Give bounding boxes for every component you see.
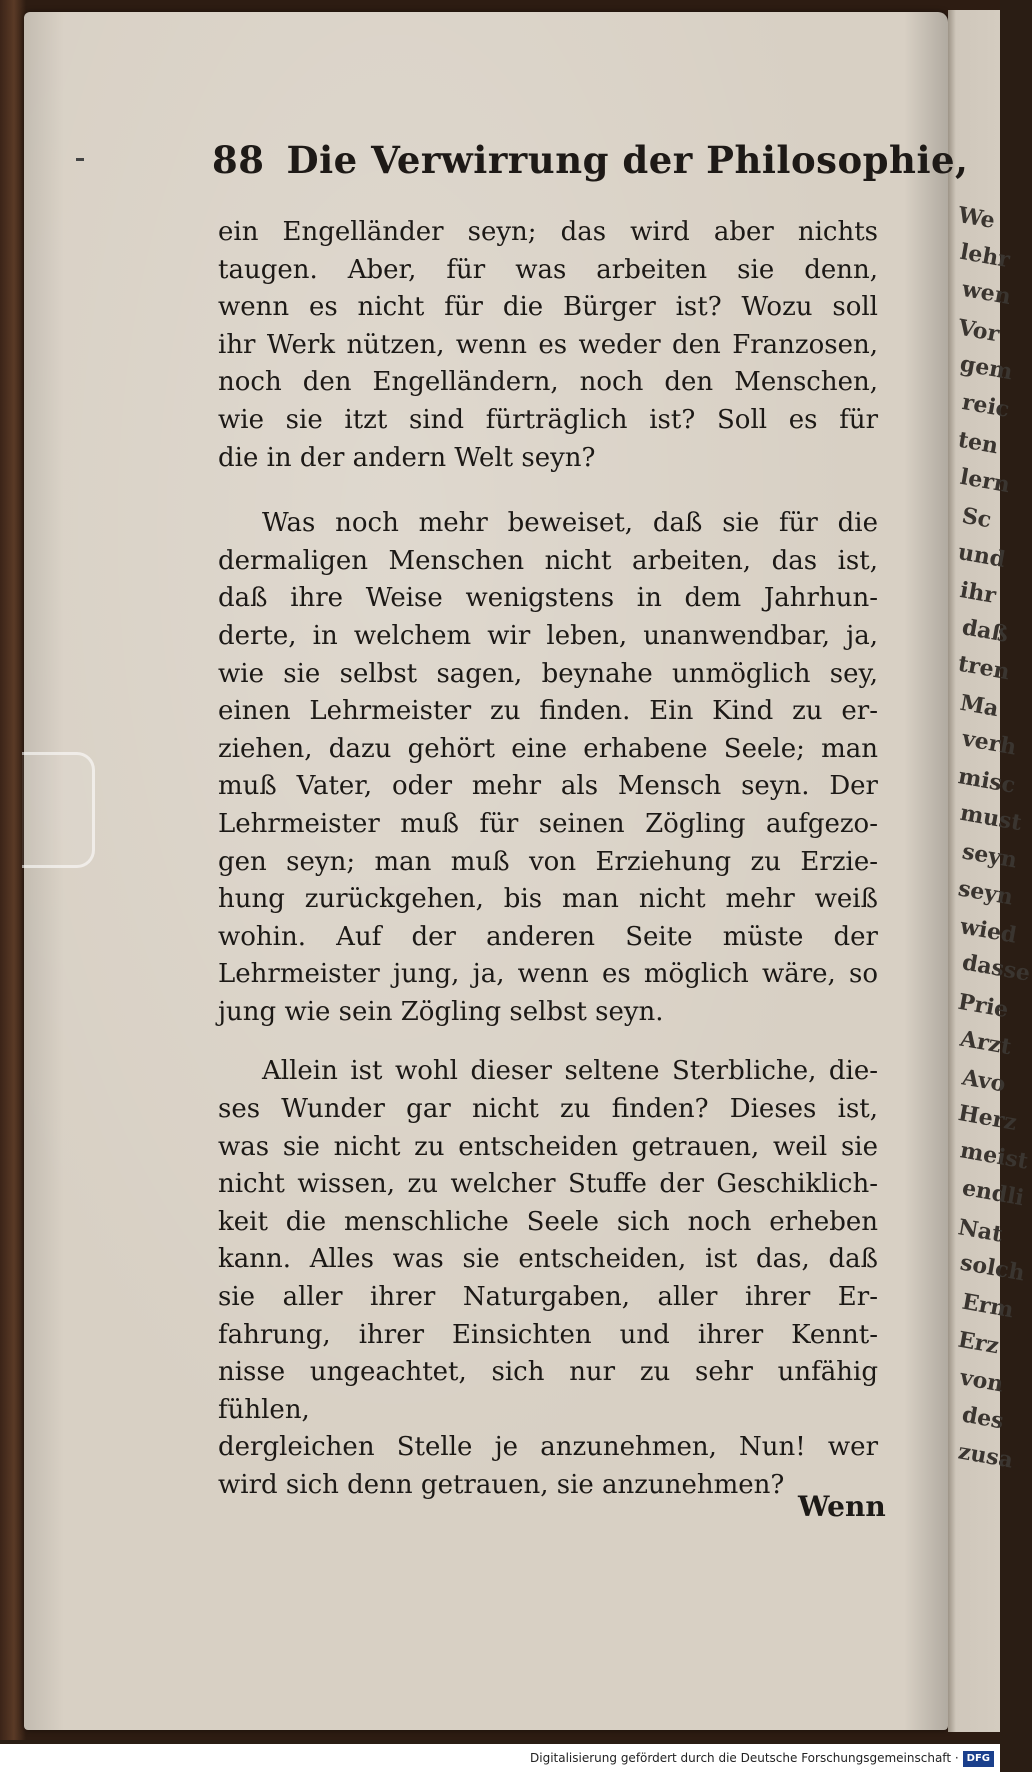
text-line: hung zurückgehen, bis man nicht mehr weiß [218,884,878,915]
text-line: noch den Engelländern, noch den Menschen, [218,367,878,398]
facing-page-fragment: Vor [956,314,1002,347]
text-line: Was noch mehr beweiset, daß sie für die [262,508,878,539]
text-line: dergleichen Stelle je anzunehmen, Nun! wer [218,1432,878,1463]
facing-page-fragment: Sc [959,502,994,534]
facing-page-fragment: ten [956,426,1001,460]
text-line: ihr Werk nützen, wenn es weder den Franzosen, [218,329,878,360]
text-line: sie aller ihrer Naturgaben, aller ihrer Er- [218,1282,878,1313]
text-line: nicht wissen, zu welcher Stuffe der Geschiklich- [218,1169,878,1200]
facing-page-fragment: must [958,799,1024,837]
facing-page-fragment: zusa [956,1437,1015,1474]
text-line: wird sich denn getrauen, sie anzunehmen? [218,1470,785,1500]
text-line: derte, in welchem wir leben, unanwendbar, ja, [218,620,878,651]
digitization-footer [0,1744,1000,1772]
page-header [212,138,969,182]
facing-page-fragment: daß [960,613,1011,648]
facing-page-fragment: Prie [956,988,1011,1023]
facing-page-fragment: endli [960,1174,1026,1212]
text-line: ein Engelländer seyn; das wird aber nichts [218,217,878,247]
text-line: kann. Alles was sie entscheiden, ist das, daß [218,1244,878,1275]
text-body [218,214,878,1505]
facing-page-fragment: wen [960,275,1013,311]
facing-page-fragment: Erm [960,1288,1016,1323]
facing-page-fragment: misc [956,762,1018,799]
text-line: fahrung, ihrer Einsichten und ihrer Kennt- [218,1319,878,1350]
text-line: gen seyn; man muß von Erziehung zu Erzie- [218,846,878,877]
text-line: daß ihre Weise wenigstens in dem Jahrhun- [218,583,878,614]
facing-page-fragment: lern [958,463,1012,498]
text-line: muß Vater, oder mehr als Mensch seyn. Der [218,771,878,802]
page-clip [22,752,95,868]
text-line: taugen. Aber, für was arbeiten sie denn, [218,254,878,285]
facing-page-fragment: Avo [960,1063,1008,1098]
text-line: nisse ungeachtet, sich nur zu sehr unfähig fühlen, [218,1357,878,1425]
facing-page-fragment: verh [960,725,1019,761]
facing-page-fragment: lehr [958,238,1012,273]
facing-page-fragment: meist [958,1136,1030,1175]
facing-page-fragment: solch [958,1249,1027,1287]
text-line: wie sie itzt sind fürträglich ist? Soll es für [218,404,878,435]
page-number: 88 [212,138,265,182]
paragraph-3 [218,1053,878,1504]
text-line: wohin. Auf der anderen Seite müste der [218,921,878,952]
facing-page-fragment: Herz [956,1100,1019,1136]
facing-page-fragment: seyn [956,875,1016,911]
facing-page-fragment: des [960,1401,1006,1435]
footer-text: Digitalisierung gefördert durch die Deutsche Forschungsgemeinschaft · [530,1751,959,1765]
text-line: ziehen, dazu gehört eine erhabene Seele; man [218,733,878,764]
text-line: ses Wunder gar nicht zu finden? Dieses ist, [218,1094,878,1125]
facing-page-fragment: We [956,201,997,235]
facing-page-fragment: und [956,538,1008,573]
text-line: jung wie sein Zögling selbst seyn. [218,996,664,1027]
facing-page-fragment: Erz [956,1326,1001,1360]
facing-page-fragment: dasse [960,949,1032,987]
paragraph-1 [218,214,878,477]
text-line: dermaligen Menschen nicht arbeiten, das ist, [218,545,878,576]
facing-page-edge [948,10,1032,1732]
catchword: Wenn [798,1490,886,1523]
margin-mark [76,158,84,161]
text-line: Allein ist wohl dieser seltene Sterbliche, die- [262,1056,878,1087]
text-line: einen Lehrmeister zu finden. Ein Kind zu er- [218,696,878,727]
text-line: Lehrmeister jung, ja, wenn es möglich wäre, so [218,959,878,990]
facing-page-fragment: ihr [958,577,998,609]
text-line: wie sie selbst sagen, beynahe unmöglich sey, [218,658,878,689]
facing-page-fragment: Arzt [958,1025,1014,1061]
dfg-logo: DFG [963,1751,994,1767]
text-line: was sie nicht zu entscheiden getrauen, weil sie [218,1131,878,1162]
facing-page-fragment: von [958,1363,1006,1398]
text-line: wenn es nicht für die Bürger ist? Wozu soll [218,292,878,323]
facing-page-fragment: Nat [956,1213,1005,1248]
facing-page-fragment: reic [960,388,1012,423]
running-title: Die Verwirrung der Philosophie, [286,138,969,182]
text-line: keit die menschliche Seele sich noch erheben [218,1206,878,1237]
facing-page-fragment: seyn [960,837,1020,874]
facing-page-fragment: wied [958,912,1019,949]
text-line: die in der andern Welt seyn? [218,442,596,473]
paragraph-2 [218,505,878,1031]
facing-page-fragment: gem [958,350,1015,386]
text-line: Lehrmeister muß für seinen Zögling aufgezo- [218,808,878,839]
facing-page-fragment: Ma [958,689,1001,722]
facing-page-fragment: tren [956,650,1012,686]
